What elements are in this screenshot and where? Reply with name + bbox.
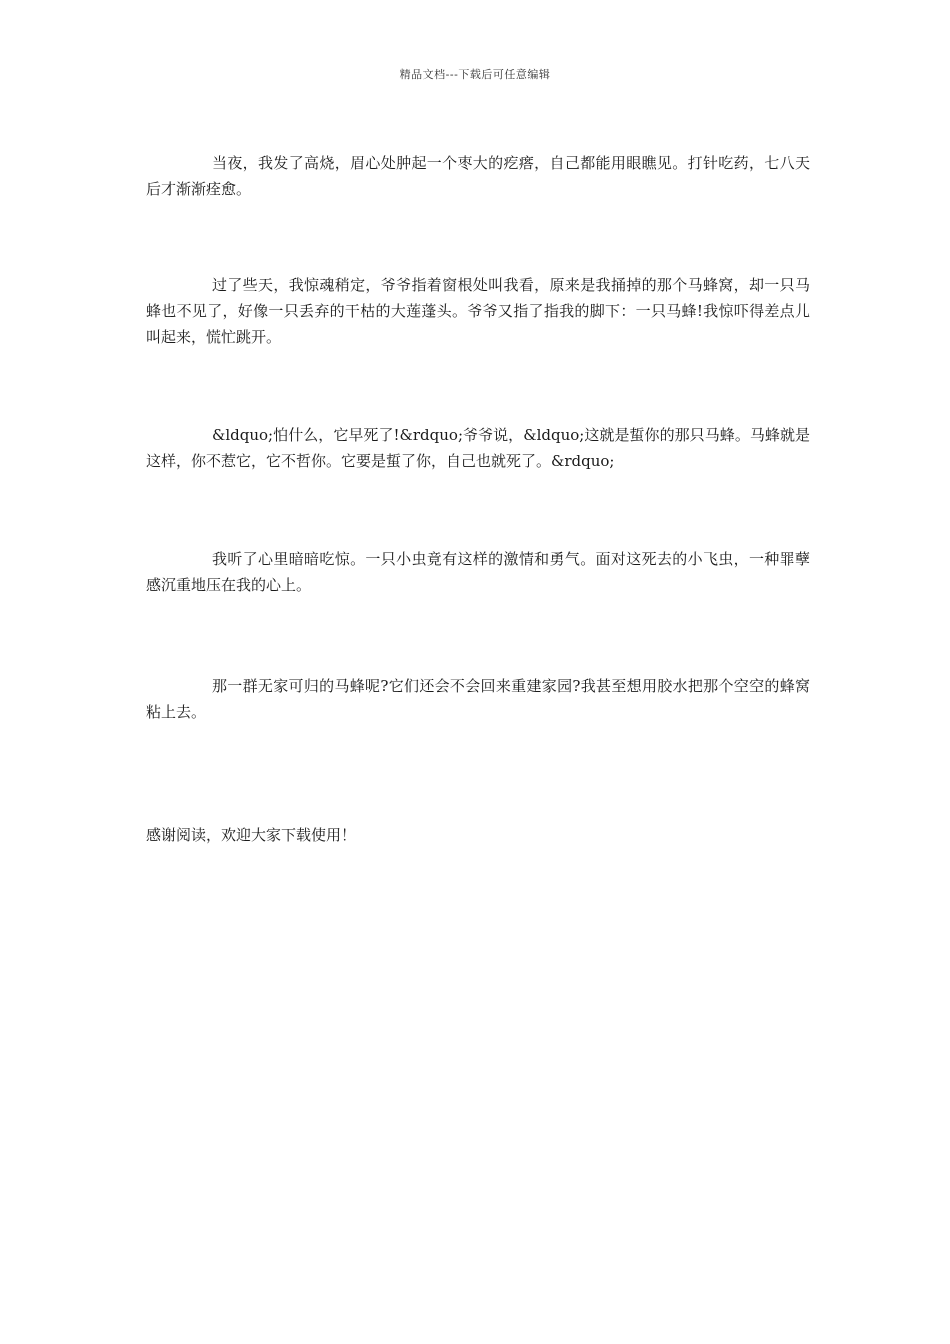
paragraph-fever: 当夜，我发了高烧，眉心处肿起一个枣大的疙瘩，自己都能用眼瞧见。打针吃药，七八天后才渐渐痊愈。: [146, 154, 810, 198]
page-header: 精品文档---下载后可任意编辑: [399, 68, 551, 81]
paragraph-homeless-wasps: 那一群无家可归的马蜂呢?它们还会不会回来重建家园?我甚至想用胶水把那个空空的蜂窝粘上去。: [146, 677, 810, 721]
paragraph-grandpa-speech: &ldquo;怕什么，它早死了!&rdquo;爷爷说，&ldquo;这就是蜇你的那只马蜂。马蜂就是这样，你不惹它，它不哲你。它要是蜇了你，自己也就死了。&rdquo;: [146, 426, 810, 470]
paragraph-wasp-nest: 过了些天，我惊魂稍定，爷爷指着窗根处叫我看，原来是我捅掉的那个马蜂窝，却一只马蜂也不见了，好像一只丢弃的干枯的大莲蓬头。爷爷又指了指我的脚下：一只马蜂!我惊吓得差点儿叫起来，慌忙跳开。: [146, 276, 810, 346]
closing-note: 感谢阅读，欢迎大家下载使用！: [146, 826, 357, 844]
paragraph-guilt: 我听了心里暗暗吃惊。一只小虫竟有这样的激情和勇气。面对这死去的小飞虫，一种罪孽感沉重地压在我的心上。: [146, 550, 810, 594]
